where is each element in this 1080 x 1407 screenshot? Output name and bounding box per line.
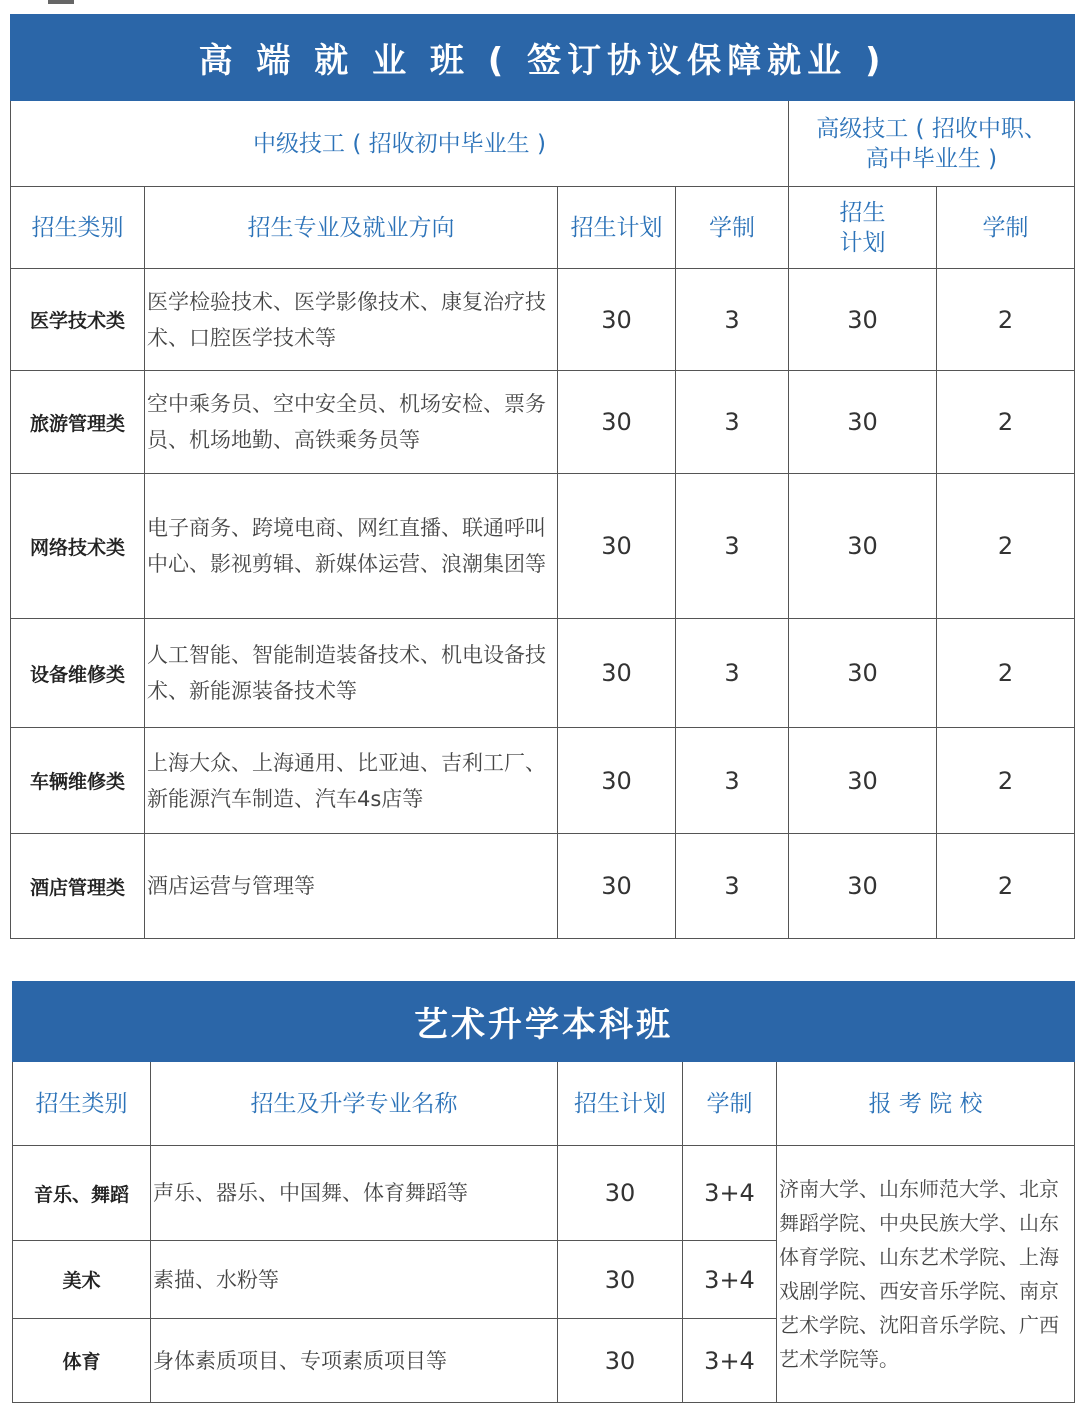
row-plan-high: 30 xyxy=(789,619,937,728)
row-plan: 30 xyxy=(558,619,676,728)
header-category: 招生类别 xyxy=(11,187,145,269)
group-high-line1: 高级技工 ( 招收中职、 xyxy=(816,115,1047,142)
group-high-level-header xyxy=(789,101,1075,187)
row-major: 上海大众、上海通用、比亚迪、吉利工厂、新能源汽车制造、汽车4s店等 xyxy=(145,728,558,834)
row-major: 酒店运营与管理等 xyxy=(145,834,558,939)
table-row xyxy=(11,371,1075,474)
art-header-duration: 学制 xyxy=(683,1062,777,1146)
table-row xyxy=(13,1146,1075,1241)
row-plan: 30 xyxy=(558,371,676,474)
row-category: 医学技术类 xyxy=(11,269,145,371)
art-header-schools: 报 考 院 校 xyxy=(777,1062,1075,1146)
art-row-major: 素描、水粉等 xyxy=(151,1241,558,1319)
employment-class-table xyxy=(10,14,1075,939)
art-header-plan: 招生计划 xyxy=(558,1062,683,1146)
row-duration-high: 2 xyxy=(937,834,1075,939)
row-plan: 30 xyxy=(558,269,676,371)
header-plan: 招生计划 xyxy=(558,187,676,269)
row-category: 设备维修类 xyxy=(11,619,145,728)
group-high-line2: 高中毕业生 ) xyxy=(865,145,998,172)
art-bachelor-class-table xyxy=(12,981,1075,1403)
row-duration: 3 xyxy=(676,269,789,371)
art-header-major: 招生及升学专业名称 xyxy=(151,1062,558,1146)
row-major: 电子商务、跨境电商、网红直播、联通呼叫中心、影视剪辑、新媒体运营、浪潮集团等 xyxy=(145,474,558,619)
art-row-duration: 3+4 xyxy=(683,1319,777,1403)
row-major: 空中乘务员、空中安全员、机场安检、票务员、机场地勤、高铁乘务员等 xyxy=(145,371,558,474)
row-category: 酒店管理类 xyxy=(11,834,145,939)
header-duration-high: 学制 xyxy=(937,187,1075,269)
row-category: 网络技术类 xyxy=(11,474,145,619)
art-row-plan: 30 xyxy=(558,1146,683,1241)
row-plan-high: 30 xyxy=(789,474,937,619)
row-duration: 3 xyxy=(676,834,789,939)
group-mid-level-header: 中级技工 ( 招收初中毕业生 ) xyxy=(11,101,789,187)
art-row-plan: 30 xyxy=(558,1241,683,1319)
table-row xyxy=(11,619,1075,728)
row-plan: 30 xyxy=(558,728,676,834)
row-major: 医学检验技术、医学影像技术、康复治疗技术、口腔医学技术等 xyxy=(145,269,558,371)
row-major: 人工智能、智能制造装备技术、机电设备技术、新能源装备技术等 xyxy=(145,619,558,728)
row-plan-high: 30 xyxy=(789,728,937,834)
art-row-duration: 3+4 xyxy=(683,1146,777,1241)
row-plan: 30 xyxy=(558,474,676,619)
row-duration-high: 2 xyxy=(937,728,1075,834)
row-duration-high: 2 xyxy=(937,619,1075,728)
table-row xyxy=(11,834,1075,939)
row-plan-high: 30 xyxy=(789,371,937,474)
table-row xyxy=(11,269,1075,371)
art-schools-list: 济南大学、山东师范大学、北京舞蹈学院、中央民族大学、山东体育学院、山东艺术学院、上海戏剧学院、西安音乐学院、南京艺术学院、沈阳音乐学院、广西艺术学院等。 xyxy=(777,1146,1075,1403)
header-plan-high-line1: 招生 xyxy=(839,199,886,226)
row-duration-high: 2 xyxy=(937,269,1075,371)
table-row xyxy=(11,474,1075,619)
header-plan-high-line2: 计划 xyxy=(839,229,886,256)
row-duration: 3 xyxy=(676,619,789,728)
row-duration: 3 xyxy=(676,728,789,834)
art-row-plan: 30 xyxy=(558,1319,683,1403)
art-row-duration: 3+4 xyxy=(683,1241,777,1319)
art-class-title: 艺术升学本科班 xyxy=(13,982,1075,1062)
row-category: 旅游管理类 xyxy=(11,371,145,474)
art-row-category: 音乐、舞蹈 xyxy=(13,1146,151,1241)
art-row-major: 声乐、器乐、中国舞、体育舞蹈等 xyxy=(151,1146,558,1241)
employment-class-title: 高 端 就 业 班 ( 签订协议保障就业 ) xyxy=(11,15,1075,101)
row-duration-high: 2 xyxy=(937,371,1075,474)
row-duration: 3 xyxy=(676,371,789,474)
art-row-category: 美术 xyxy=(13,1241,151,1319)
art-header-category: 招生类别 xyxy=(13,1062,151,1146)
header-duration: 学制 xyxy=(676,187,789,269)
art-row-category: 体育 xyxy=(13,1319,151,1403)
header-major: 招生专业及就业方向 xyxy=(145,187,558,269)
row-plan: 30 xyxy=(558,834,676,939)
header-plan-high xyxy=(789,187,937,269)
row-category: 车辆维修类 xyxy=(11,728,145,834)
top-edge-mark xyxy=(48,0,74,4)
top-edge xyxy=(0,0,1080,6)
table-row xyxy=(11,728,1075,834)
row-duration-high: 2 xyxy=(937,474,1075,619)
row-plan-high: 30 xyxy=(789,834,937,939)
row-plan-high: 30 xyxy=(789,269,937,371)
row-duration: 3 xyxy=(676,474,789,619)
art-row-major: 身体素质项目、专项素质项目等 xyxy=(151,1319,558,1403)
